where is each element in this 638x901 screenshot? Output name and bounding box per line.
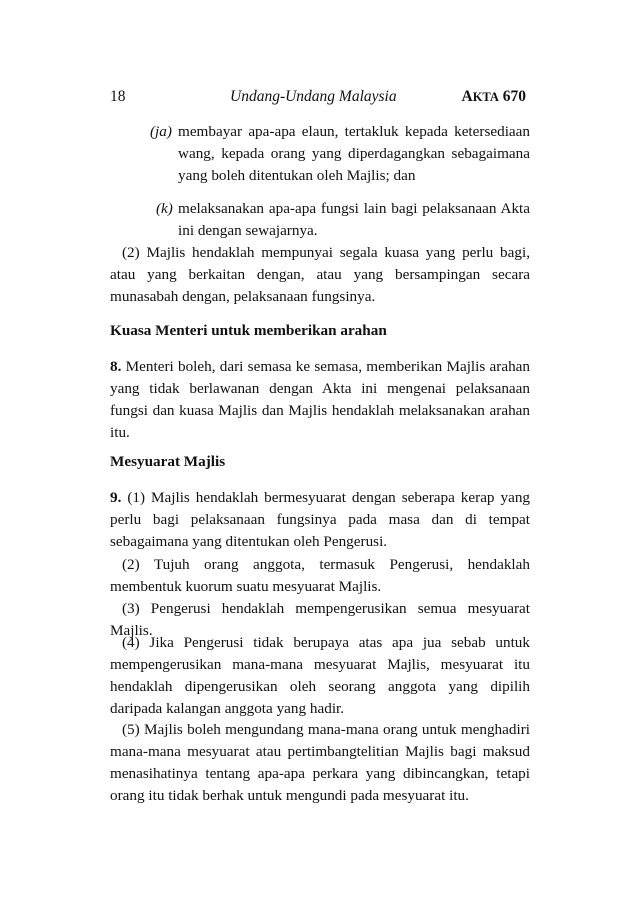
item-mark: (ja): [150, 123, 172, 140]
list-item-ja: [110, 121, 530, 187]
act-smallcaps: KTA: [472, 90, 499, 104]
item-mark: (k): [156, 200, 173, 217]
section-9-sub4: (4) Jika Pengerusi tidak berupaya atas apa jua sebab untuk mempengerusikan mana-mana mesyuarat Majlis, mesyuarat itu hendaklah dipengerusikan oleh seorang anggota yang dipilih daripada kalangan anggota yang hadir.: [110, 634, 530, 717]
list-item-k: [110, 198, 530, 242]
act-number: 670: [498, 88, 526, 105]
section-number: 8.: [110, 358, 122, 375]
page-header: [110, 88, 530, 110]
section-9-sub5: (5) Majlis boleh mengundang mana-mana orang untuk menghadiri mana-mana mesyuarat atau pertimbangtelitian Majlis bagi maksud menasihatinya tentang apa-apa perkara yang dibincangkan, tetapi orang itu tidak berhak untuk mengundi pada mesyuarat itu.: [110, 721, 530, 804]
header-title: Undang-Undang Malaysia: [230, 88, 397, 105]
item-text: membayar apa-apa elaun, tertakluk kepada ketersediaan wang, kepada orang yang diperdagangkan sebagaimana yang boleh ditentukan oleh Majlis; dan: [178, 123, 530, 184]
section-8-heading: Kuasa Menteri untuk memberikan arahan: [110, 322, 387, 339]
section-9-sub1: [110, 487, 530, 553]
section-9-heading: Mesyuarat Majlis: [110, 453, 226, 470]
section-8-text: Menteri boleh, dari semasa ke semasa, memberikan Majlis arahan yang tidak berlawanan dengan Akta ini mengenai pelaksanaan fungsi dan kuasa Majlis dan Majlis hendaklah melaksanakan arahan itu.: [110, 358, 531, 441]
act-prefix: A: [461, 88, 473, 105]
item-text: melaksanakan apa-apa fungsi lain bagi pelaksanaan Akta ini dengan sewajarnya.: [178, 200, 530, 239]
section-9-sub3: (3) Pengerusi hendaklah mempengerusikan semua mesyuarat Majlis.: [110, 600, 530, 639]
subsection-7-2: (2) Majlis hendaklah mempunyai segala kuasa yang perlu bagi, atau yang berkaitan dengan, atau yang bersampingan secara munasabah dengan, pelaksanaan fungsinya.: [110, 244, 530, 305]
section-number: 9.: [110, 489, 122, 506]
section-9-sub2: (2) Tujuh orang anggota, termasuk Pengerusi, hendaklah membentuk kuorum suatu mesyuarat Majlis.: [110, 556, 530, 595]
page-number: 18: [110, 88, 126, 105]
section-9-sub1-text: (1) Majlis hendaklah bermesyuarat dengan seberapa kerap yang perlu bagi pelaksanaan fungsinya pada masa dan di tempat sebagaimana yang ditentukan oleh Pengerusi.: [110, 489, 531, 550]
act-label: [462, 88, 527, 106]
section-8-body: [110, 356, 530, 444]
